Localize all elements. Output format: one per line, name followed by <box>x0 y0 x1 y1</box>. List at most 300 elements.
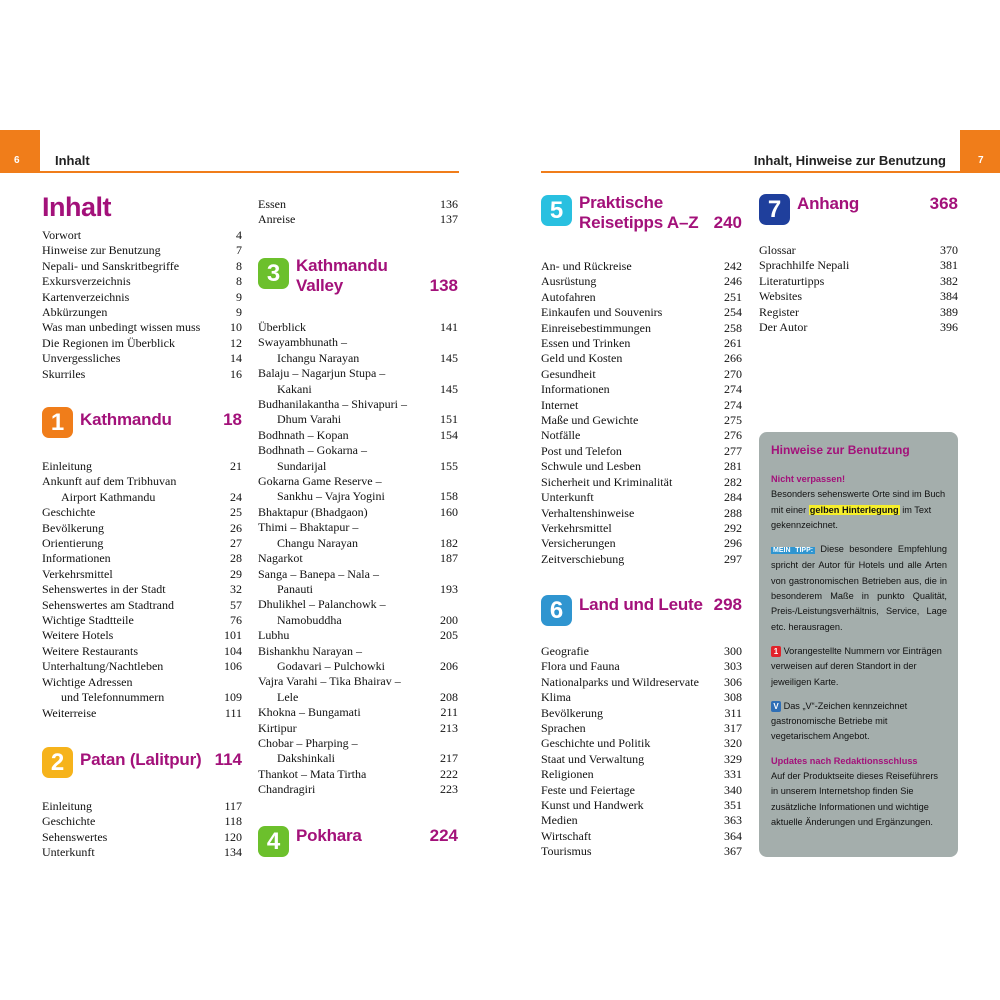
toc-entry[interactable] <box>541 536 742 551</box>
chapter-1-title: Kathmandu <box>80 410 172 429</box>
toc-entry[interactable] <box>42 336 242 351</box>
toc-entry-page: 282 <box>724 474 742 489</box>
toc-entry[interactable] <box>541 475 742 490</box>
toc-entry[interactable] <box>541 521 742 536</box>
toc-entry[interactable] <box>258 366 458 381</box>
toc-entry-page: 222 <box>440 766 458 781</box>
toc-entry-page: 136 <box>440 197 458 211</box>
toc-entry[interactable] <box>42 351 242 366</box>
mein-tipp-section <box>771 542 947 635</box>
toc-entry[interactable] <box>258 351 458 366</box>
toc-entry[interactable] <box>258 412 458 427</box>
toc-entry[interactable] <box>541 721 742 736</box>
toc-entry-page: 384 <box>940 289 958 304</box>
toc-entry-page: 8 <box>236 274 242 289</box>
toc-entry[interactable] <box>258 736 458 751</box>
toc-entry[interactable] <box>759 305 958 320</box>
toc-entry[interactable] <box>759 320 958 335</box>
toc-entry-page: 223 <box>440 782 458 797</box>
toc-entry-label: Geld und Kosten <box>541 351 623 366</box>
toc-entry-label: Changu Narayan <box>277 535 358 550</box>
toc-entry[interactable] <box>541 274 742 289</box>
chapter-4-title: Pokhara <box>296 826 362 845</box>
toc-entry[interactable] <box>42 505 242 520</box>
nicht-verpassen-section <box>771 472 947 533</box>
toc-entry-page: 26 <box>230 520 242 535</box>
toc-entry-page: 308 <box>724 690 742 705</box>
toc-entry-label: Religionen <box>541 767 594 782</box>
toc-entry[interactable] <box>541 844 742 859</box>
toc-entry-page: 251 <box>724 289 742 304</box>
toc-entry[interactable] <box>541 736 742 751</box>
toc-entry-page: 155 <box>440 458 458 473</box>
toc-entry[interactable] <box>42 474 242 489</box>
toc-entry-page: 396 <box>940 320 958 335</box>
chapter-1-list <box>42 459 242 721</box>
toc-entry-page: 317 <box>724 721 742 736</box>
toc-entry[interactable] <box>258 705 458 720</box>
toc-entry-label: Chobar – Pharping – <box>258 735 358 750</box>
toc-entry-page: 25 <box>230 505 242 520</box>
toc-entry-page: 57 <box>230 597 242 612</box>
toc-entry-page: 274 <box>724 382 742 397</box>
chapter-5-heading[interactable] <box>541 193 742 233</box>
toc-entry-page: 14 <box>230 351 242 366</box>
usage-notes-box <box>759 432 958 857</box>
toc-entry-page: 300 <box>724 644 742 658</box>
toc-entry-page: 106 <box>224 659 242 674</box>
toc-entry-label: Unterkunft <box>541 490 594 505</box>
toc-entry-label: Wichtige Adressen <box>42 674 133 689</box>
toc-entry[interactable] <box>258 690 458 705</box>
toc-entry[interactable] <box>42 243 242 258</box>
toc-entry[interactable] <box>258 659 458 674</box>
chapter-7-list <box>759 243 958 335</box>
updates-text: Auf der Produktseite dieses Reiseführers in unserem Internetshop finden Sie zusätzliche Informationen und wichtige aktuelle Änderungen und Ergänzungen. <box>771 771 938 827</box>
toc-entry[interactable] <box>42 459 242 474</box>
toc-entry-label: Kunst und Handwerk <box>541 798 644 813</box>
toc-entry-page: 101 <box>224 628 242 643</box>
toc-entry-label: Panauti <box>277 581 313 596</box>
toc-entry-page: 8 <box>236 258 242 273</box>
toc-entry-page: 9 <box>236 305 242 320</box>
toc-entry[interactable] <box>42 290 242 305</box>
toc-entry-label: Gesundheit <box>541 366 596 381</box>
chapter-2-number: 2 <box>42 747 73 778</box>
toc-entry[interactable] <box>541 659 742 674</box>
toc-entry-label: Exkursverzeichnis <box>42 274 131 289</box>
toc-entry-page: 329 <box>724 751 742 766</box>
toc-entry[interactable] <box>42 305 242 320</box>
toc-entry-page: 331 <box>724 767 742 782</box>
toc-entry[interactable] <box>42 830 242 845</box>
updates-heading: Updates nach Redaktionsschluss <box>771 755 918 766</box>
toc-entry-page: 205 <box>440 628 458 643</box>
toc-entry[interactable] <box>258 782 458 797</box>
toc-entry-page: 367 <box>724 844 742 859</box>
toc-entry-label: Sehenswertes <box>42 829 108 844</box>
toc-entry-label: Notfälle <box>541 428 581 443</box>
toc-entry-label: Internet <box>541 397 579 412</box>
toc-entry[interactable] <box>42 228 242 243</box>
mein-tipp-text: Diese besondere Empfehlung spricht der Autor für Hotels und alle Arten von gastronomischen Betrieben aus, die in besonderem Maße in punkto Qualität, Preis-/Leistungsverhältnis, Service, Lage etc. herausragen. <box>771 544 947 632</box>
toc-entry-label: Budhanilakantha – Shivapuri – <box>258 397 407 412</box>
chapter-5-title-line2: Reisetipps A–Z <box>579 213 699 232</box>
toc-entry-label: Dhulikhel – Palanchowk – <box>258 597 386 612</box>
toc-entry[interactable] <box>258 382 458 397</box>
toc-entry-label: Der Autor <box>759 320 808 335</box>
right-header: Inhalt, Hinweise zur Benutzung <box>753 153 946 168</box>
toc-entry-label: Überblick <box>258 320 306 334</box>
toc-entry-label: Bishankhu Narayan – <box>258 643 362 658</box>
toc-entry[interactable] <box>42 659 242 674</box>
toc-entry-page: 9 <box>236 289 242 304</box>
toc-entry-page: 242 <box>724 259 742 273</box>
toc-entry-label: Einreisebestimmungen <box>541 320 651 335</box>
toc-entry[interactable] <box>258 212 458 227</box>
toc-entry-label: Dhum Varahi <box>277 412 342 427</box>
toc-entry-label: Einleitung <box>42 459 92 473</box>
toc-entry-label: Airport Kathmandu <box>61 489 156 504</box>
toc-entry-page: 303 <box>724 659 742 674</box>
toc-entry[interactable] <box>258 520 458 535</box>
toc-entry-page: 281 <box>724 459 742 474</box>
toc-entry-page: 340 <box>724 782 742 797</box>
toc-entry-label: Sanga – Banepa – Nala – <box>258 566 379 581</box>
toc-entry-label: Unterhaltung/Nachtleben <box>42 659 164 674</box>
toc-entry-page: 306 <box>724 674 742 689</box>
toc-entry[interactable] <box>258 474 458 489</box>
toc-entry-label: Geschichte <box>42 814 96 829</box>
toc-entry-label: Klima <box>541 690 571 705</box>
toc-entry-label: Post und Telefon <box>541 443 622 458</box>
toc-entry-label: Unterkunft <box>42 845 95 860</box>
toc-entry-page: 27 <box>230 536 242 551</box>
toc-entry-label: Schwule und Lesben <box>541 459 641 474</box>
toc-entry[interactable] <box>541 336 742 351</box>
toc-entry-page: 311 <box>724 705 742 720</box>
toc-entry-page: 158 <box>440 489 458 504</box>
toc-entry[interactable] <box>258 567 458 582</box>
chapter-2-heading[interactable] <box>42 747 242 778</box>
toc-entry-label: Geografie <box>541 644 589 658</box>
toc-entry-label: Bhaktapur (Bhadgaon) <box>258 504 368 519</box>
updates-section <box>771 754 947 830</box>
toc-entry[interactable] <box>42 536 242 551</box>
toc-entry-label: Sehenswertes in der Stadt <box>42 582 166 597</box>
toc-entry[interactable] <box>541 706 742 721</box>
toc-entry-page: 29 <box>230 566 242 581</box>
toc-entry-page: 7 <box>236 243 242 258</box>
toc-entry-label: Literaturtipps <box>759 273 825 288</box>
toc-entry[interactable] <box>258 397 458 412</box>
toc-entry-label: Geschichte <box>42 505 96 520</box>
chapter-6-title: Land und Leute <box>579 595 703 614</box>
toc-entry-page: 288 <box>724 505 742 520</box>
toc-entry[interactable] <box>258 489 458 504</box>
toc-entry-label: Register <box>759 304 799 319</box>
toc-entry[interactable] <box>541 459 742 474</box>
toc-entry-label: Essen und Trinken <box>541 336 631 351</box>
toc-entry-label: Weiterreise <box>42 705 97 720</box>
toc-entry-page: 258 <box>724 320 742 335</box>
toc-entry-page: 141 <box>440 320 458 334</box>
chapter-6-heading[interactable] <box>541 595 742 626</box>
toc-entry[interactable] <box>258 536 458 551</box>
toc-entry-page: 145 <box>440 350 458 365</box>
chapter-7-number: 7 <box>759 194 790 225</box>
toc-entry-label: Einleitung <box>42 799 92 813</box>
toc-entry[interactable] <box>541 552 742 567</box>
toc-entry[interactable] <box>42 551 242 566</box>
toc-entry[interactable] <box>258 644 458 659</box>
toc-entry[interactable] <box>42 706 242 721</box>
toc-entry-page: 134 <box>224 845 242 860</box>
toc-entry-label: Vorwort <box>42 228 82 242</box>
toc-entry[interactable] <box>258 674 458 689</box>
toc-entry[interactable] <box>42 613 242 628</box>
toc-entry[interactable] <box>258 320 458 335</box>
toc-entry-label: Nationalparks und Wildreservate <box>541 674 699 689</box>
chapter-3-title-line2: Valley <box>296 276 344 295</box>
toc-entry-label: Bevölkerung <box>541 705 603 720</box>
chapter-4-heading[interactable] <box>258 826 458 857</box>
right-page-tab <box>960 130 1000 172</box>
toc-entry-page: 217 <box>440 751 458 766</box>
toc-entry[interactable] <box>258 428 458 443</box>
toc-entry-label: Flora und Fauna <box>541 659 620 674</box>
toc-entry[interactable] <box>42 521 242 536</box>
toc-entry-page: 213 <box>440 720 458 735</box>
chapter-6-number: 6 <box>541 595 572 626</box>
toc-entry-page: 154 <box>440 427 458 442</box>
toc-entry[interactable] <box>541 644 742 659</box>
toc-entry[interactable] <box>541 382 742 397</box>
toc-entry-label: Die Regionen im Überblick <box>42 335 175 350</box>
toc-entry-page: 382 <box>940 273 958 288</box>
toc-entry[interactable] <box>258 505 458 520</box>
toc-entry-page: 261 <box>724 336 742 351</box>
toc-entry-page: 296 <box>724 536 742 551</box>
toc-entry[interactable] <box>759 289 958 304</box>
mein-tipp-badge: MEIN TIPP: <box>773 547 814 555</box>
toc-entry[interactable] <box>541 428 742 443</box>
chapter-4-number: 4 <box>258 826 289 857</box>
toc-entry[interactable] <box>42 320 242 335</box>
chapter-7-heading[interactable] <box>759 194 958 225</box>
toc-entry[interactable] <box>258 551 458 566</box>
toc-entry-page: 200 <box>440 612 458 627</box>
toc-entry-label: Lubhu <box>258 628 290 643</box>
toc-entry[interactable] <box>258 767 458 782</box>
toc-entry[interactable] <box>258 613 458 628</box>
toc-entry[interactable] <box>759 258 958 273</box>
nicht-verpassen-text-after: im Text gekennzeichnet. <box>771 504 932 530</box>
toc-entry-page: 4 <box>236 228 242 242</box>
toc-entry-page: 193 <box>440 581 458 596</box>
toc-entry[interactable] <box>541 506 742 521</box>
toc-entry[interactable] <box>42 367 242 382</box>
toc-entry[interactable] <box>258 721 458 736</box>
chapter-5-title <box>579 193 714 233</box>
chapter-7-page: 368 <box>929 194 958 213</box>
toc-entry[interactable] <box>258 582 458 597</box>
toc-entry[interactable] <box>541 783 742 798</box>
toc-entry-page: 12 <box>230 335 242 350</box>
toc-entry[interactable] <box>541 351 742 366</box>
toc-entry-label: Weitere Hotels <box>42 628 114 643</box>
toc-entry[interactable] <box>42 845 242 860</box>
toc-entry[interactable] <box>42 799 242 814</box>
vegetarian-badge-icon: V <box>771 701 781 712</box>
toc-entry-label: Feste und Feiertage <box>541 782 635 797</box>
toc-entry[interactable] <box>42 259 242 274</box>
toc-entry[interactable] <box>42 644 242 659</box>
toc-entry-page: 277 <box>724 443 742 458</box>
chapter-5-title-line1: Praktische <box>579 193 663 212</box>
toc-entry-label: Abkürzungen <box>42 305 108 320</box>
toc-entry[interactable] <box>258 628 458 643</box>
nicht-verpassen-heading: Nicht verpassen! <box>771 474 846 484</box>
toc-entry-page: 284 <box>724 490 742 505</box>
toc-entry[interactable] <box>42 598 242 613</box>
chapter-1-heading[interactable] <box>42 407 242 438</box>
toc-entry-label: und Telefonnummern <box>61 690 165 705</box>
toc-entry-page: 111 <box>224 705 242 720</box>
number-note-text: Vorangestellte Nummern vor Einträgen verweisen auf deren Standort in der jeweiligen Karte. <box>771 645 942 687</box>
toc-entry-page: 389 <box>940 304 958 319</box>
toc-entry[interactable] <box>42 567 242 582</box>
toc-entry[interactable] <box>541 675 742 690</box>
toc-entry-label: Sundarijal <box>277 458 327 473</box>
toc-entry[interactable] <box>541 259 742 274</box>
toc-entry[interactable] <box>541 690 742 705</box>
toc-entry-label: Zeitverschiebung <box>541 551 625 566</box>
toc-entry[interactable] <box>541 767 742 782</box>
toc-entry[interactable] <box>258 335 458 350</box>
chapter-2-title: Patan (Lalitpur) <box>80 750 202 769</box>
toc-entry-label: Essen <box>258 197 286 211</box>
toc-entry-page: 364 <box>724 828 742 843</box>
toc-entry[interactable] <box>541 321 742 336</box>
right-header-rule <box>541 171 1000 173</box>
vegetarian-note-text: Das „V“-Zeichen kennzeichnet gastronomische Betriebe mit vegetarischem Angebot. <box>771 700 908 742</box>
toc-entry-page: 120 <box>224 829 242 844</box>
toc-entry-label: Geschichte und Politik <box>541 736 651 751</box>
toc-entry-label: Nepali- und Sanskritbegriffe <box>42 258 180 273</box>
left-page-number: 6 <box>14 155 20 166</box>
toc-entry-page: 246 <box>724 274 742 289</box>
toc-entry[interactable] <box>541 813 742 828</box>
toc-entry-page: 320 <box>724 736 742 751</box>
toc-entry-label: Medien <box>541 813 578 828</box>
toc-entry[interactable] <box>541 829 742 844</box>
chapter-6-page: 298 <box>713 595 742 614</box>
toc-entry-page: 274 <box>724 397 742 412</box>
chapter-2-list <box>42 799 242 861</box>
toc-entry-page: 16 <box>230 366 242 381</box>
toc-entry[interactable] <box>541 798 742 813</box>
toc-entry-label: Kakani <box>277 381 312 396</box>
left-page-tab <box>0 130 40 172</box>
toc-entry[interactable] <box>42 628 242 643</box>
chapter-7-title: Anhang <box>797 194 860 213</box>
toc-entry-label: Kartenverzeichnis <box>42 289 130 304</box>
toc-entry-label: Ausrüstung <box>541 274 597 289</box>
toc-entry-page: 76 <box>230 613 242 628</box>
toc-entry-label: Thankot – Mata Tirtha <box>258 766 367 781</box>
toc-entry[interactable] <box>759 243 958 258</box>
toc-entry[interactable] <box>541 398 742 413</box>
toc-entry-label: Lele <box>277 689 299 704</box>
toc-entry[interactable] <box>42 582 242 597</box>
toc-entry[interactable] <box>42 814 242 829</box>
toc-entry-label: Informationen <box>42 551 111 566</box>
left-header: Inhalt <box>55 153 90 168</box>
chapter-3-title-line1: Kathmandu <box>296 256 388 275</box>
toc-entry-label: Staat und Verwaltung <box>541 751 645 766</box>
toc-entry[interactable] <box>759 274 958 289</box>
toc-entry[interactable] <box>541 444 742 459</box>
chapter-2-page: 114 <box>214 750 242 769</box>
toc-entry-page: 208 <box>440 689 458 704</box>
toc-entry-label: Weitere Restaurants <box>42 643 138 658</box>
chapter-4-page: 224 <box>429 826 458 845</box>
toc-entry-page: 187 <box>440 551 458 566</box>
toc-entry-label: Gokarna Game Reserve – <box>258 474 382 489</box>
toc-entry-page: 206 <box>440 658 458 673</box>
toc-entry[interactable] <box>258 459 458 474</box>
toc-entry[interactable] <box>258 197 458 212</box>
toc-entry-label: Glossar <box>759 243 796 257</box>
toc-entry[interactable] <box>541 752 742 767</box>
toc-entry[interactable] <box>258 751 458 766</box>
toc-entry[interactable] <box>541 305 742 320</box>
toc-entry-label: Ichangu Narayan <box>277 350 360 365</box>
toc-entry-label: Swayambhunath – <box>258 335 347 350</box>
toc-entry[interactable] <box>42 690 242 705</box>
toc-entry[interactable] <box>258 597 458 612</box>
toc-entry[interactable] <box>541 413 742 428</box>
toc-entry[interactable] <box>42 274 242 289</box>
toc-entry[interactable] <box>258 443 458 458</box>
toc-entry-page: 182 <box>440 535 458 550</box>
toc-entry-label: Dakshinkali <box>277 751 335 766</box>
vegetarian-note-section <box>771 699 947 745</box>
toc-entry[interactable] <box>541 367 742 382</box>
number-badge-icon: 1 <box>771 646 781 657</box>
toc-entry[interactable] <box>42 675 242 690</box>
nicht-verpassen-text-before: Besonders sehenswerte Orte sind im Buch mit einer <box>771 489 946 515</box>
toc-entry-label: Bodhnath – Kopan <box>258 427 349 442</box>
toc-entry[interactable] <box>541 490 742 505</box>
toc-entry[interactable] <box>42 490 242 505</box>
toc-entry[interactable] <box>541 290 742 305</box>
toc-entry-page: 381 <box>940 258 958 273</box>
toc-entry-page: 117 <box>224 799 242 813</box>
toc-entry-label: Orientierung <box>42 536 104 551</box>
toc-entry-page: 109 <box>224 690 242 705</box>
toc-entry-page: 292 <box>724 520 742 535</box>
chapter-3-heading[interactable] <box>258 256 458 296</box>
chapter-1-number: 1 <box>42 407 73 438</box>
toc-entry-label: Vajra Varahi – Tika Bhairav – <box>258 674 401 689</box>
toc-entry-label: Versicherungen <box>541 536 616 551</box>
intro-list <box>42 228 242 382</box>
toc-entry-page: 32 <box>230 582 242 597</box>
toc-entry-page: 254 <box>724 305 742 320</box>
toc-entry-page: 160 <box>440 504 458 519</box>
